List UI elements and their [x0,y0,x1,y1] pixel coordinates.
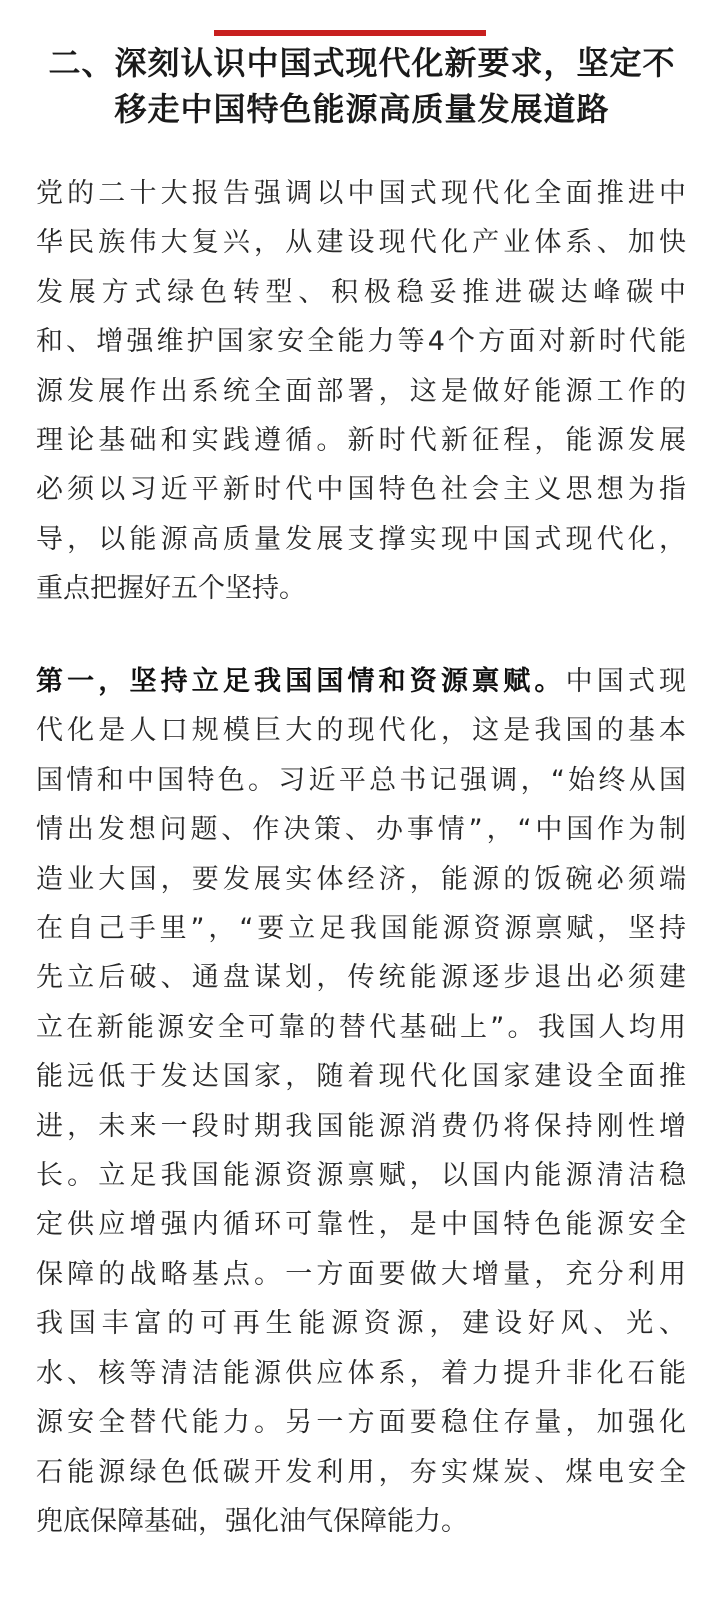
heading-accent-bar [214,30,486,36]
paragraph-line: 党的二十大报告强调以中国式现代化全面推进中 [36,178,686,209]
paragraph-line: 发展方式绿色转型、积极稳妥推进碳达峰碳中 [36,276,686,308]
paragraph-line: 水、核等清洁能源供应体系，着力提升非化石能 [36,1357,686,1389]
paragraph-line: 重点把握好五个坚持。 [36,573,306,605]
paragraph-line: 造业大国，要发展实体经济，能源的饭碗必须端 [36,863,686,895]
paragraph-line-rest: 中国式现 [565,666,687,697]
paragraph-line: 长。立足我国能源资源禀赋，以国内能源清洁稳 [36,1160,686,1192]
paragraph-first-point [36,657,686,1546]
paragraph-line: 我国丰富的可再生能源资源，建设好风、光、 [36,1308,686,1340]
paragraph-intro [36,169,686,614]
paragraph-line: 定供应增强内循环可靠性，是中国特色能源安全 [36,1209,686,1241]
paragraph-line: 情出发想问题、作决策、办事情”，“中国作为制 [36,814,686,846]
paragraph-line: 进，未来一段时期我国能源消费仍将保持刚性增 [36,1110,686,1142]
paragraph-line: 保障的战略基点。一方面要做大增量，充分利用 [36,1258,686,1290]
paragraph-line: 源安全替代能力。另一方面要稳住存量，加强化 [36,1407,686,1439]
paragraph-line-with-lead [36,657,686,706]
paragraph-line: 导，以能源高质量发展支撑实现中国式现代化， [36,523,686,555]
paragraph-line: 国情和中国特色。习近平总书记强调，“始终从国 [36,764,686,796]
paragraph-line: 源发展作出系统全面部署，这是做好能源工作的 [36,375,686,407]
paragraph-line: 能远低于发达国家，随着现代化国家建设全面推 [36,1061,686,1093]
heading-line: 移走中国特色能源高质量发展道路 [114,90,610,128]
paragraph-line: 先立后破、通盘谋划，传统能源逐步退出必须建 [36,962,686,994]
paragraph-line: 华民族伟大复兴，从建设现代化产业体系、加快 [36,227,686,259]
paragraph-line: 必须以习近平新时代中国特色社会主义思想为指 [36,474,686,506]
paragraph-line: 兜底保障基础，强化油气保障能力。 [36,1505,468,1537]
paragraph-line: 和、增强维护国家安全能力等4个方面对新时代能 [36,326,686,358]
paragraph-line: 石能源绿色低碳开发利用，夯实煤炭、煤电安全 [36,1456,686,1488]
section-heading [20,40,704,132]
paragraph-line: 在自己手里”，“要立足我国能源资源禀赋，坚持 [36,913,686,945]
heading-line: 二、深刻认识中国式现代化新要求，坚定不 [48,44,676,82]
paragraph-line: 代化是人口规模巨大的现代化，这是我国的基本 [36,715,686,747]
paragraph-line: 理论基础和实践遵循。新时代新征程，能源发展 [36,425,686,457]
point-lead-bold: 第一，坚持立足我国国情和资源禀赋。 [36,666,566,697]
paragraph-line: 立在新能源安全可靠的替代基础上”。我国人均用 [36,1011,686,1043]
